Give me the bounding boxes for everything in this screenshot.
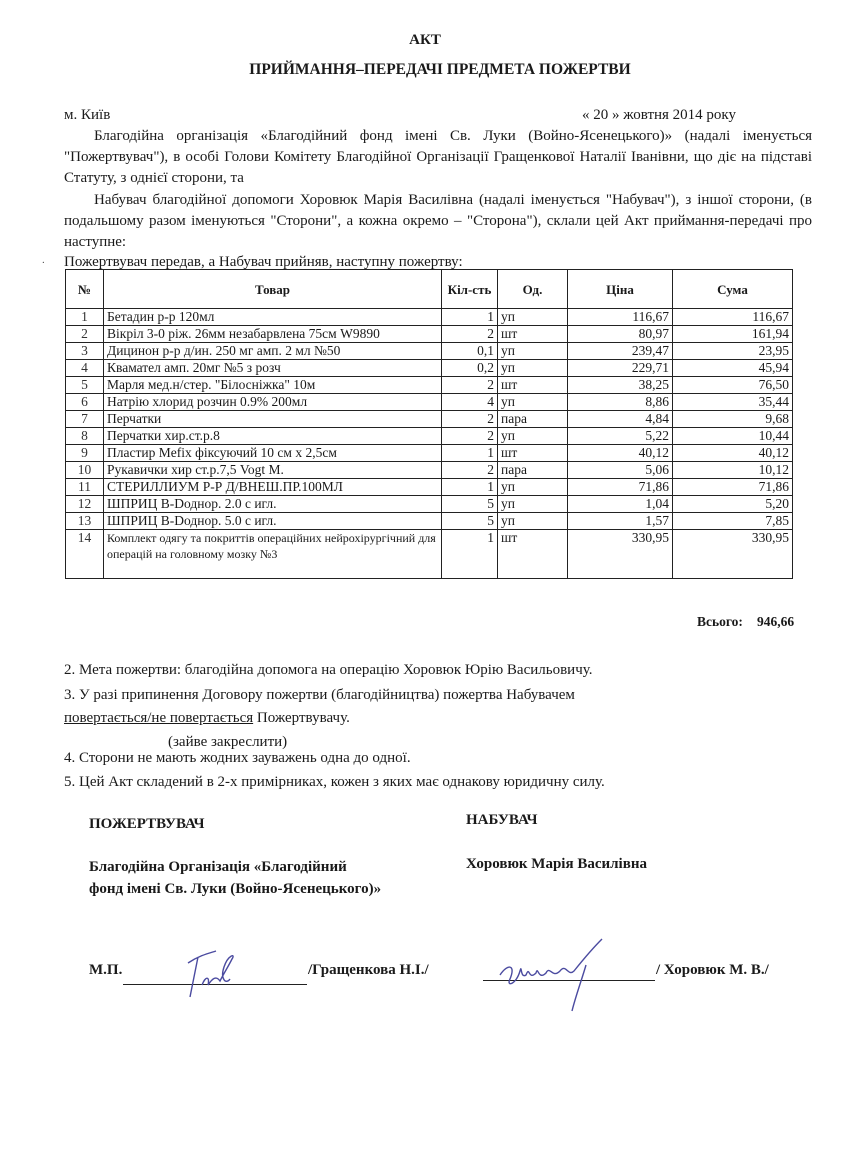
cell-item: Квамател амп. 20мг №5 з розч xyxy=(104,360,442,377)
cell-price: 1,57 xyxy=(568,513,673,530)
table-row xyxy=(66,394,793,411)
cell-price: 40,12 xyxy=(568,445,673,462)
cell-num: 2 xyxy=(66,326,104,343)
cell-qty: 4 xyxy=(442,394,498,411)
cell-price: 116,67 xyxy=(568,309,673,326)
cell-qty: 5 xyxy=(442,513,498,530)
cell-unit: уп xyxy=(498,360,568,377)
date: « 20 » жовтня 2014 року xyxy=(582,107,737,123)
cell-item: Бетадин р-р 120мл xyxy=(104,309,442,326)
cell-item: Перчатки xyxy=(104,411,442,428)
term-copies: 5. Цей Акт складений в 2-х примірниках, кожен з яких має однакову юридичну силу. xyxy=(64,774,605,790)
cell-unit: уп xyxy=(498,309,568,326)
cell-price: 229,71 xyxy=(568,360,673,377)
cell-num: 1 xyxy=(66,309,104,326)
cell-price: 38,25 xyxy=(568,377,673,394)
donor-org-line2: фонд імені Св. Луки (Войно-Ясенецького)» xyxy=(89,881,382,897)
cell-item: Натрію хлорид розчин 0.9% 200мл xyxy=(104,394,442,411)
cell-qty: 2 xyxy=(442,326,498,343)
term-termination: 3. У разі припинення Договору пожертви (благодійництва) пожертва Набувачем xyxy=(64,687,575,703)
cell-unit: шт xyxy=(498,377,568,394)
cell-price: 8,86 xyxy=(568,394,673,411)
cell-num: 9 xyxy=(66,445,104,462)
table-header-row xyxy=(66,270,793,309)
table-row xyxy=(66,377,793,394)
cell-num: 10 xyxy=(66,462,104,479)
table-row xyxy=(66,326,793,343)
donor-signature-icon xyxy=(180,945,250,1005)
cell-num: 11 xyxy=(66,479,104,496)
cell-unit: уп xyxy=(498,496,568,513)
city: м. Київ xyxy=(64,107,111,123)
intro-paragraph-recipient: Набувач благодійної допомоги Хоровюк Марія Василівна (надалі іменується "Набувач"), з іншої сторони, (в подальшому разом іменуються "Сторони", а кожна окремо – "Сторона"), склали цей Акт приймання-передачі про наступне: xyxy=(64,192,812,250)
strike-note: (зайве закреслити) xyxy=(168,734,288,750)
table-row xyxy=(66,479,793,496)
total-value: 946,66 xyxy=(756,614,795,629)
cell-sum: 71,86 xyxy=(673,479,793,496)
cell-sum: 40,12 xyxy=(673,445,793,462)
table-row xyxy=(66,309,793,326)
table-row xyxy=(66,513,793,530)
donor-heading: ПОЖЕРТВУВАЧ xyxy=(89,816,205,832)
cell-unit: пара xyxy=(498,411,568,428)
term-purpose: 2. Мета пожертви: благодійна допомога на операцію Хоровюк Юрію Васильовичу. xyxy=(64,662,593,678)
cell-num: 6 xyxy=(66,394,104,411)
cell-sum: 45,94 xyxy=(673,360,793,377)
cell-unit: шт xyxy=(498,445,568,462)
cell-price: 71,86 xyxy=(568,479,673,496)
donor-org-line1: Благодійна Організація «Благодійний xyxy=(89,859,347,875)
cell-num: 12 xyxy=(66,496,104,513)
cell-qty: 2 xyxy=(442,462,498,479)
cell-unit: уп xyxy=(498,343,568,360)
cell-item: Перчатки хир.ст.р.8 xyxy=(104,428,442,445)
cell-item: Пластир Mefix фіксуючий 10 см х 2,5см xyxy=(104,445,442,462)
cell-unit: уп xyxy=(498,428,568,445)
donor-organization xyxy=(89,856,381,900)
col-header-item: Товар xyxy=(104,270,442,309)
cell-price: 5,22 xyxy=(568,428,673,445)
cell-sum: 9,68 xyxy=(673,411,793,428)
cell-num: 14 xyxy=(66,530,104,579)
table-row xyxy=(66,496,793,513)
table-row xyxy=(66,343,793,360)
cell-qty: 2 xyxy=(442,411,498,428)
cell-unit: уп xyxy=(498,479,568,496)
table-row xyxy=(66,462,793,479)
cell-item: ШПРИЦ B-Dоднор. 5.0 с игл. xyxy=(104,513,442,530)
term-termination-cont xyxy=(64,708,350,729)
cell-qty: 0,2 xyxy=(442,360,498,377)
cell-unit: пара xyxy=(498,462,568,479)
cell-sum: 10,44 xyxy=(673,428,793,445)
cell-price: 5,06 xyxy=(568,462,673,479)
cell-num: 3 xyxy=(66,343,104,360)
cell-price: 1,04 xyxy=(568,496,673,513)
return-option-underlined: повертається/не повертається xyxy=(64,710,254,726)
col-header-price: Ціна xyxy=(568,270,673,309)
cell-price: 239,47 xyxy=(568,343,673,360)
cell-sum: 161,94 xyxy=(673,326,793,343)
cell-qty: 1 xyxy=(442,530,498,579)
total-label: Всього: xyxy=(697,614,743,629)
cell-sum: 330,95 xyxy=(673,530,793,579)
donation-lead-text: Пожертвувач передав, а Набувач прийняв, наступну пожертву: xyxy=(64,254,463,270)
cell-unit: уп xyxy=(498,513,568,530)
cell-sum: 10,12 xyxy=(673,462,793,479)
cell-item: СТЕРИЛЛИУМ Р-Р Д/ВНЕШ.ПР.100МЛ xyxy=(104,479,442,496)
cell-num: 13 xyxy=(66,513,104,530)
cell-unit: уп xyxy=(498,394,568,411)
recipient-heading: НАБУВАЧ xyxy=(466,812,538,828)
cell-num: 7 xyxy=(66,411,104,428)
cell-qty: 5 xyxy=(442,496,498,513)
table-row xyxy=(66,530,793,579)
cell-sum: 5,20 xyxy=(673,496,793,513)
seal-label: М.П. xyxy=(89,962,123,978)
cell-price: 330,95 xyxy=(568,530,673,579)
cell-sum: 116,67 xyxy=(673,309,793,326)
cell-unit: шт xyxy=(498,326,568,343)
table-row xyxy=(66,428,793,445)
cell-price: 80,97 xyxy=(568,326,673,343)
recipient-full-name: Хоровюк Марія Василівна xyxy=(466,856,647,872)
document-title: АКТ xyxy=(409,32,441,48)
cell-num: 5 xyxy=(66,377,104,394)
cell-qty: 2 xyxy=(442,428,498,445)
table-row xyxy=(66,411,793,428)
cell-num: 4 xyxy=(66,360,104,377)
donor-signatory-name: /Гращенкова Н.І./ xyxy=(308,962,429,978)
cell-qty: 1 xyxy=(442,445,498,462)
table-row xyxy=(66,445,793,462)
table-row xyxy=(66,360,793,377)
cell-unit: шт xyxy=(498,530,568,579)
intro-paragraph-donor: Благодійна організація «Благодійний фонд імені Св. Луки (Войно-Ясенецького)» (надалі іменується "Пожертвувач"), в особі Голови Комітету Благодійної Організації Гращенкової Наталії Іванівни, що діє на підставі Статуту, з однієї сторони, та xyxy=(64,128,812,186)
donation-items-table xyxy=(65,269,793,579)
cell-sum: 35,44 xyxy=(673,394,793,411)
col-header-qty: Кіл-сть xyxy=(442,270,498,309)
cell-sum: 7,85 xyxy=(673,513,793,530)
recipient-signature-icon xyxy=(490,935,620,1015)
stray-mark: . xyxy=(42,254,45,266)
cell-num: 8 xyxy=(66,428,104,445)
term-termination-rest: Пожертвувачу. xyxy=(253,710,350,726)
document-subtitle: ПРИЙМАННЯ–ПЕРЕДАЧІ ПРЕДМЕТА ПОЖЕРТВИ xyxy=(249,61,631,78)
recipient-signatory-name: / Хоровюк М. В./ xyxy=(656,962,769,978)
cell-item: Дицинон р-р д/ин. 250 мг амп. 2 мл №50 xyxy=(104,343,442,360)
col-header-unit: Од. xyxy=(498,270,568,309)
cell-sum: 76,50 xyxy=(673,377,793,394)
cell-qty: 1 xyxy=(442,309,498,326)
cell-item: Комплект одягу та покриттів операційних нейрохірургічний для операцій на головному мозку №3 xyxy=(104,530,442,579)
col-header-sum: Сума xyxy=(673,270,793,309)
cell-item: Марля мед.н/стер. "Білосніжка" 10м xyxy=(104,377,442,394)
cell-qty: 1 xyxy=(442,479,498,496)
total-row xyxy=(697,614,794,630)
term-no-claims: 4. Сторони не мають жодних зауважень одна до одної. xyxy=(64,750,411,766)
cell-qty: 0,1 xyxy=(442,343,498,360)
cell-item: Рукавички хир ст.р.7,5 Vogt M. xyxy=(104,462,442,479)
cell-item: Вікріл 3-0 ріж. 26мм незабарвлена 75см W9890 xyxy=(104,326,442,343)
cell-item: ШПРИЦ B-Dоднор. 2.0 с игл. xyxy=(104,496,442,513)
cell-price: 4,84 xyxy=(568,411,673,428)
cell-qty: 2 xyxy=(442,377,498,394)
col-header-num: № xyxy=(66,270,104,309)
cell-sum: 23,95 xyxy=(673,343,793,360)
